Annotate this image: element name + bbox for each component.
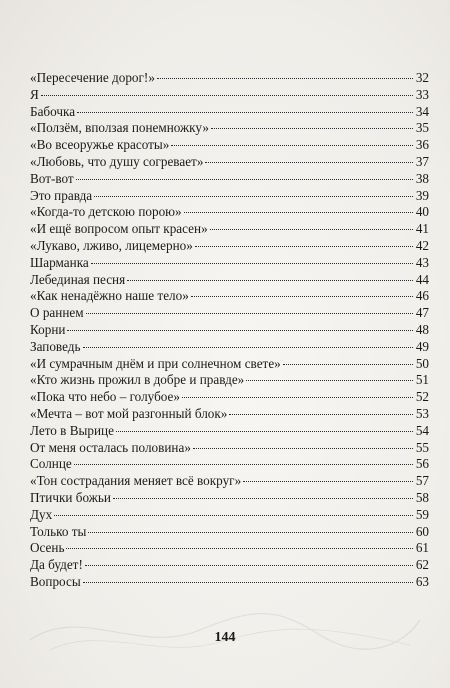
toc-entry-page: 46: [415, 288, 429, 304]
toc-entry: [30, 154, 429, 171]
toc-entry-title: О раннем: [30, 305, 84, 321]
toc-entry: [30, 524, 429, 541]
dot-leader: [67, 330, 413, 331]
toc-entry: [30, 339, 429, 356]
toc-entry-title: Я: [30, 86, 39, 102]
dot-leader: [88, 532, 413, 533]
toc-entry-title: Да будет!: [30, 557, 83, 573]
dot-leader: [116, 431, 413, 432]
table-of-contents: [30, 70, 429, 591]
toc-entry: [30, 423, 429, 440]
dot-leader: [191, 296, 413, 297]
dot-leader: [83, 582, 413, 583]
dot-leader: [195, 246, 413, 247]
dot-leader: [182, 397, 413, 398]
toc-entry-page: 40: [415, 204, 429, 220]
toc-entry-page: 63: [415, 573, 429, 589]
toc-entry: [30, 507, 429, 524]
toc-entry: [30, 473, 429, 490]
toc-entry: [30, 255, 429, 272]
dot-leader: [113, 498, 413, 499]
toc-entry-title: Лето в Вырице: [30, 422, 114, 438]
toc-entry-page: 55: [415, 439, 429, 455]
toc-entry-title: «И ещё вопросом опыт красен»: [30, 221, 208, 237]
toc-entry-title: «И сумрачным днём и при солнечном свете»: [30, 355, 281, 371]
toc-entry-title: «Как ненадёжно наше тело»: [30, 288, 189, 304]
toc-entry: [30, 389, 429, 406]
toc-entry-page: 52: [415, 389, 429, 405]
dot-leader: [127, 280, 413, 281]
toc-entry-title: «Любовь, что душу согревает»: [30, 153, 204, 169]
toc-entry-title: Лебединая песня: [30, 271, 126, 287]
toc-entry-title: «Кто жизнь прожил в добре и правде»: [30, 372, 245, 388]
dot-leader: [210, 229, 413, 230]
toc-entry-title: «Пересечение дорог!»: [30, 70, 155, 85]
dot-leader: [193, 448, 413, 449]
toc-entry-title: Дух: [30, 506, 53, 522]
toc-entry-page: 58: [415, 489, 429, 505]
dot-leader: [184, 212, 413, 213]
toc-entry: [30, 70, 429, 87]
toc-entry-page: 34: [415, 103, 429, 119]
toc-entry-page: 41: [415, 221, 429, 237]
toc-entry: [30, 171, 429, 188]
toc-entry-page: 60: [415, 523, 429, 539]
dot-leader: [85, 565, 413, 566]
toc-entry-page: 57: [415, 473, 429, 489]
toc-entry-page: 36: [415, 137, 429, 153]
toc-entry-page: 56: [415, 456, 429, 472]
dot-leader: [54, 515, 413, 516]
page-number: 144: [214, 630, 236, 645]
dot-leader: [205, 162, 413, 163]
toc-entry-title: От меня осталась половина»: [30, 439, 191, 455]
toc-entry: [30, 272, 429, 289]
toc-entry-title: Шарманка: [30, 254, 89, 270]
toc-entry-page: 50: [415, 355, 429, 371]
toc-entry-title: «Пока что небо – голубое»: [30, 389, 180, 405]
toc-entry-page: 42: [415, 237, 429, 253]
toc-entry: [30, 456, 429, 473]
toc-entry-page: 38: [415, 170, 429, 186]
dot-leader: [94, 196, 413, 197]
toc-entry-page: 62: [415, 557, 429, 573]
dot-leader: [91, 263, 413, 264]
dot-leader: [229, 414, 413, 415]
toc-entry: [30, 221, 429, 238]
toc-entry-title: Осень: [30, 540, 65, 556]
toc-entry: [30, 322, 429, 339]
toc-entry-title: Птички божьи: [30, 489, 111, 505]
toc-entry: [30, 372, 429, 389]
dot-leader: [246, 380, 413, 381]
toc-entry: [30, 288, 429, 305]
toc-entry-page: 35: [415, 120, 429, 136]
toc-entry: [30, 104, 429, 121]
toc-entry-title: Заповедь: [30, 338, 81, 354]
toc-entry: [30, 557, 429, 574]
toc-entry-title: «Тон сострадания меняет всё вокруг»: [30, 473, 242, 489]
toc-entry-page: 37: [415, 153, 429, 169]
toc-entry: [30, 137, 429, 154]
toc-entry-page: 48: [415, 321, 429, 337]
toc-entry-title: Корни: [30, 321, 66, 337]
toc-entry-title: «Ползём, вползая понемножку»: [30, 120, 209, 136]
toc-entry-title: Вот-вот: [30, 170, 74, 186]
toc-entry-page: 33: [415, 86, 429, 102]
dot-leader: [66, 548, 413, 549]
toc-entry-page: 61: [415, 540, 429, 556]
toc-entry-title: Солнце: [30, 456, 72, 472]
dot-leader: [41, 95, 413, 96]
dot-leader: [157, 78, 413, 79]
toc-entry: [30, 204, 429, 221]
toc-entry: [30, 440, 429, 457]
toc-entry-page: 32: [415, 70, 429, 85]
toc-entry: [30, 120, 429, 137]
toc-entry: [30, 305, 429, 322]
dot-leader: [74, 464, 413, 465]
dot-leader: [243, 481, 413, 482]
toc-entry-title: «Когда-то детскою порою»: [30, 204, 182, 220]
toc-entry: [30, 87, 429, 104]
toc-entry-title: «Во всеоружье красоты»: [30, 137, 170, 153]
toc-entry-title: Это правда: [30, 187, 93, 203]
dot-leader: [283, 364, 413, 365]
dot-leader: [77, 112, 413, 113]
toc-entry: [30, 540, 429, 557]
dot-leader: [76, 179, 413, 180]
toc-entry: [30, 356, 429, 373]
dot-leader: [86, 313, 413, 314]
toc-entry-page: 51: [415, 372, 429, 388]
toc-entry-page: 47: [415, 305, 429, 321]
toc-entry: [30, 406, 429, 423]
toc-entry-page: 44: [415, 271, 429, 287]
toc-entry-page: 39: [415, 187, 429, 203]
toc-entry-page: 49: [415, 338, 429, 354]
toc-entry-title: Бабочка: [30, 103, 76, 119]
toc-entry: [30, 490, 429, 507]
toc-entry-title: Только ты: [30, 523, 87, 539]
dot-leader: [171, 145, 413, 146]
toc-entry-page: 53: [415, 405, 429, 421]
dot-leader: [211, 128, 413, 129]
toc-entry: [30, 188, 429, 205]
toc-entry-page: 54: [415, 422, 429, 438]
toc-entry: [30, 574, 429, 591]
toc-entry-page: 59: [415, 506, 429, 522]
toc-entry-title: Вопросы: [30, 573, 81, 589]
toc-entry-title: «Лукаво, лживо, лицемерно»: [30, 237, 193, 253]
dot-leader: [83, 347, 414, 348]
toc-entry-page: 43: [415, 254, 429, 270]
toc-entry: [30, 238, 429, 255]
toc-entry-title: «Мечта – вот мой разгонный блок»: [30, 405, 228, 421]
